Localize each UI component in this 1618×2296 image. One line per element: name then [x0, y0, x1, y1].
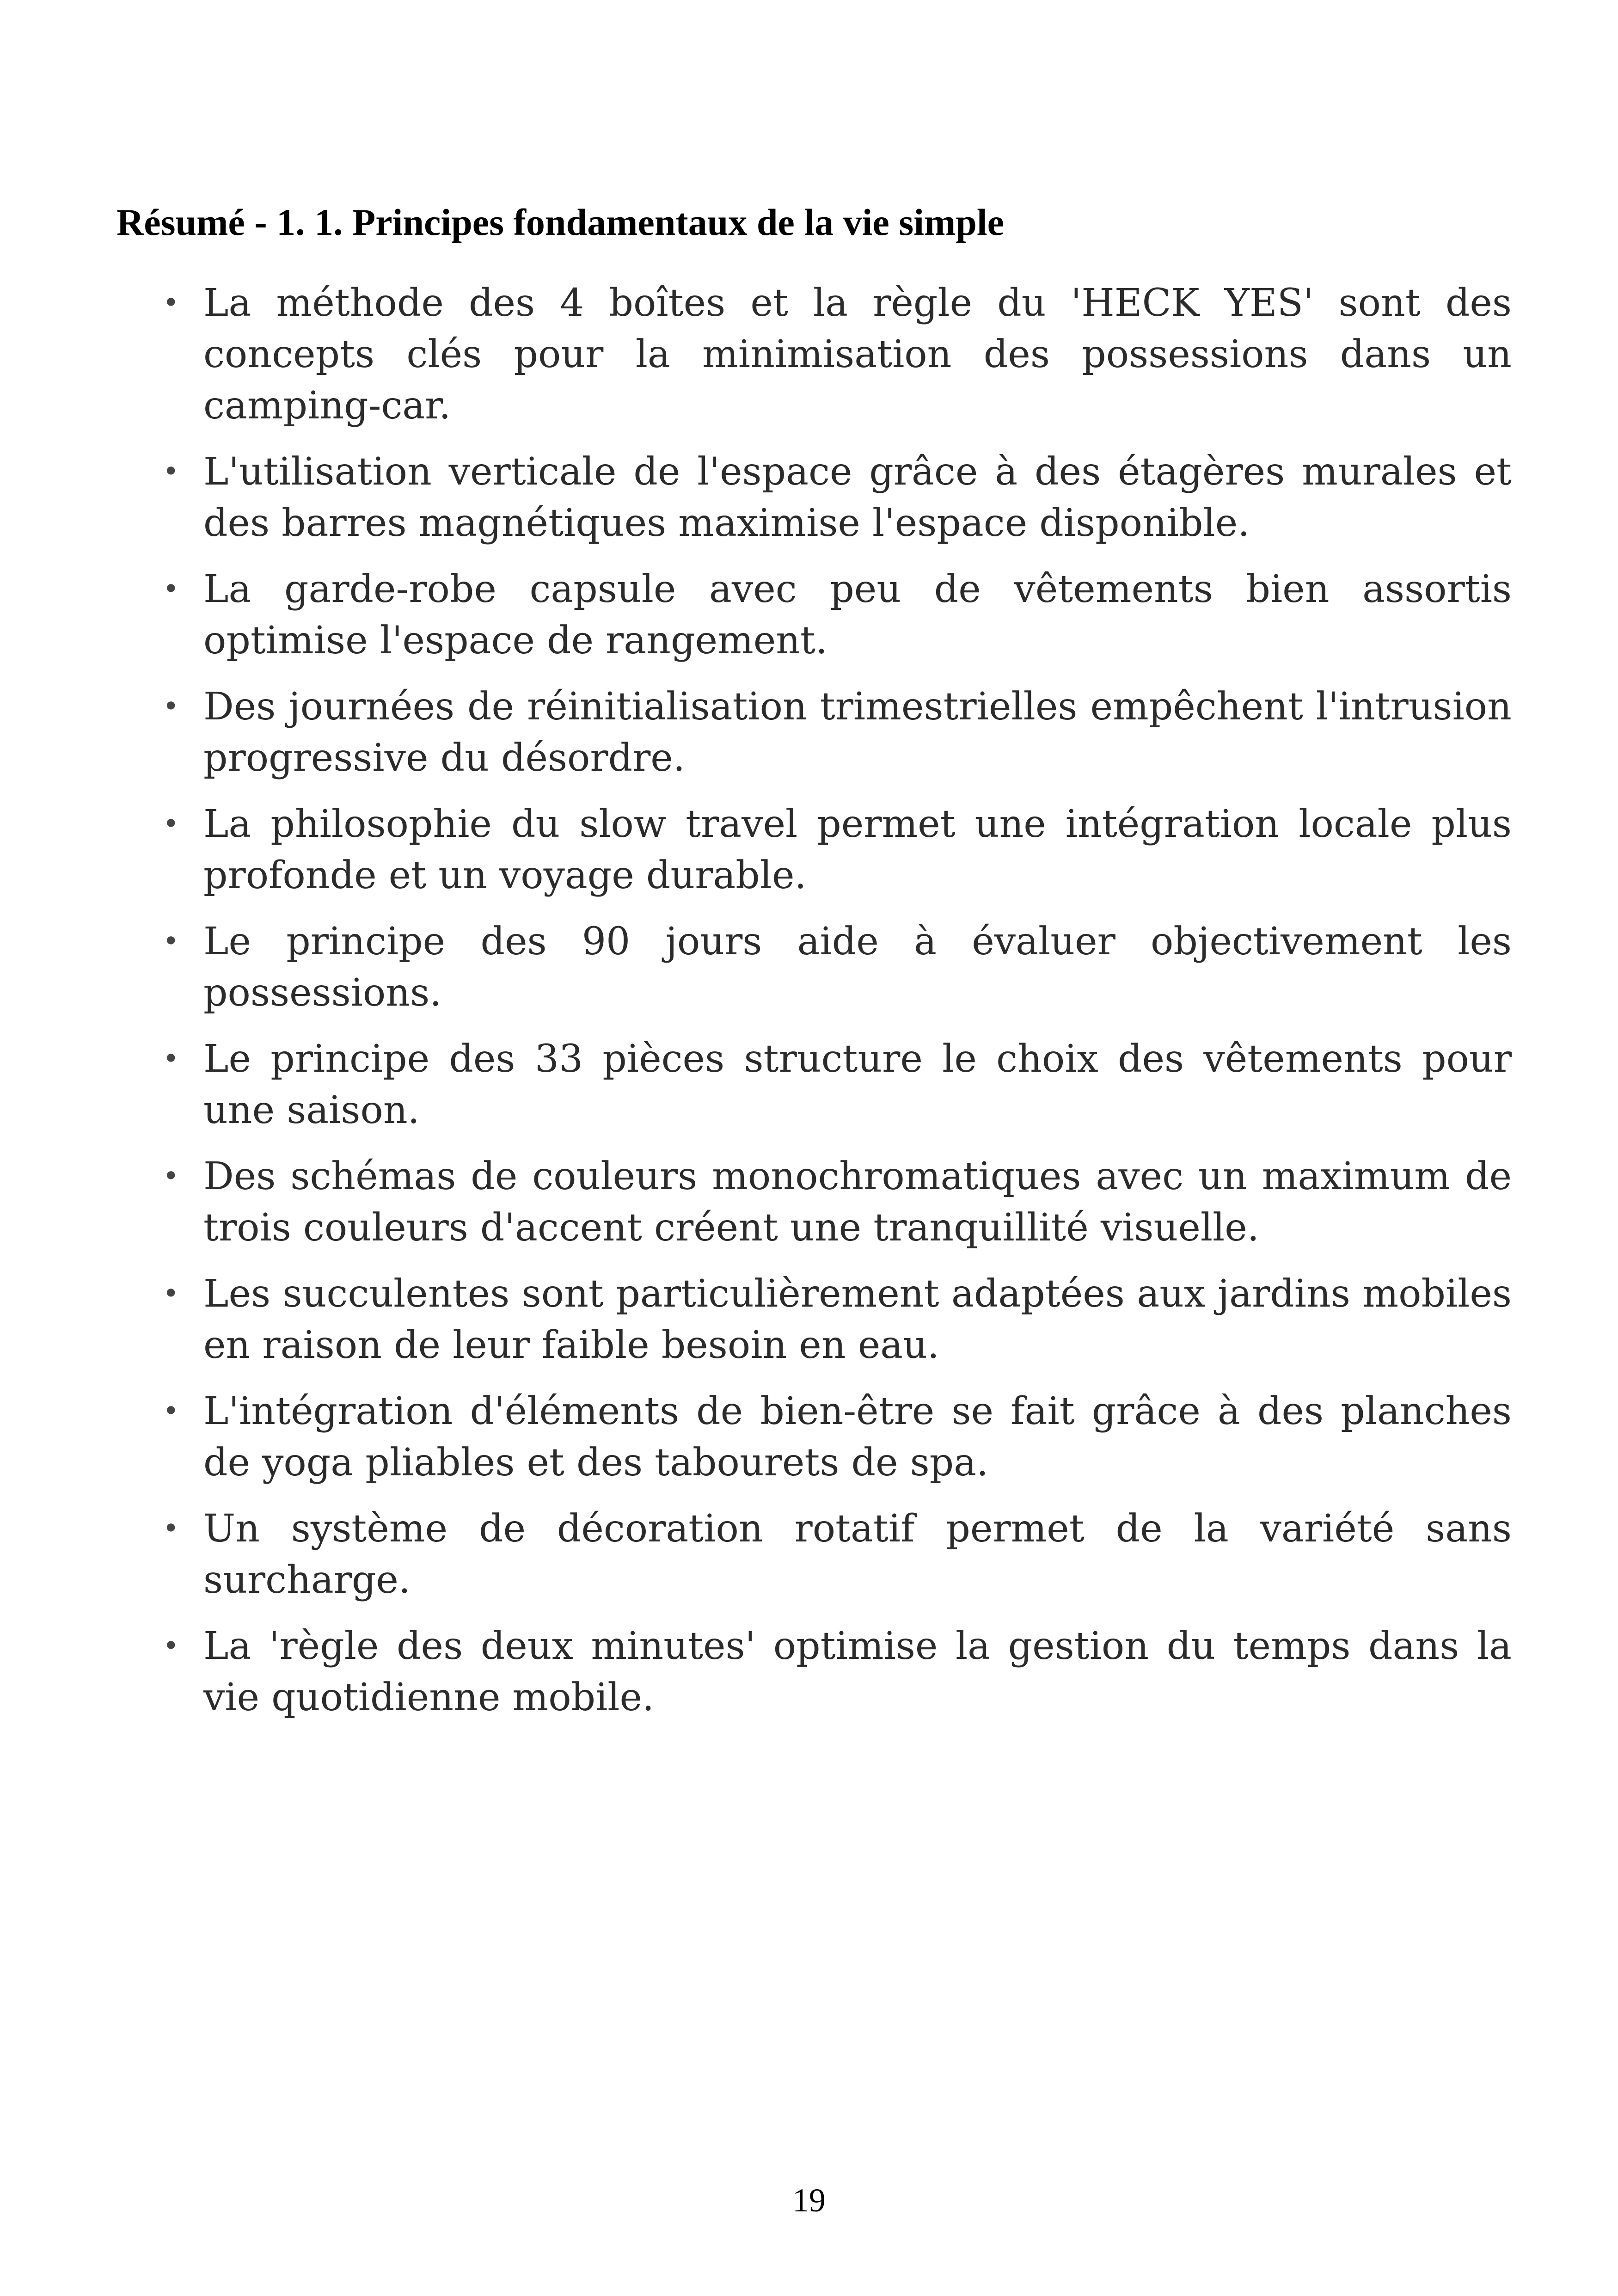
- list-item: [157, 1033, 1512, 1136]
- list-item-text: Le principe des 33 pièces structure le choix des vêtements pour une saison.: [203, 1037, 1512, 1132]
- list-item: [157, 681, 1512, 784]
- bullet-icon: •: [163, 925, 179, 958]
- list-item: [157, 1268, 1512, 1371]
- list-item-text: L'utilisation verticale de l'espace grâce à des étagères murales et des barres magnétiques maximise l'espace disponible.: [203, 450, 1512, 545]
- section-heading: Résumé - 1. 1. Principes fondamentaux de la vie simple: [116, 201, 1005, 243]
- bullet-icon: •: [163, 690, 179, 723]
- list-item-text: Un système de décoration rotatif permet de la variété sans surcharge.: [203, 1507, 1512, 1602]
- page-number: 19: [792, 2182, 826, 2219]
- list-item: [157, 1386, 1512, 1488]
- list-item-text: La garde-robe capsule avec peu de vêtements bien assortis optimise l'espace de rangement.: [203, 567, 1512, 663]
- list-item-text: Les succulentes sont particulièrement adaptées aux jardins mobiles en raison de leur faible besoin en eau.: [203, 1272, 1512, 1367]
- list-item-text: L'intégration d'éléments de bien-être se fait grâce à des planches de yoga pliables et des tabourets de spa.: [203, 1389, 1512, 1485]
- list-item-text: Des journées de réinitialisation trimestrielles empêchent l'intrusion progressive du désordre.: [203, 685, 1512, 780]
- list-item: [157, 446, 1512, 549]
- list-item-text: La 'règle des deux minutes' optimise la gestion du temps dans la vie quotidienne mobile.: [203, 1624, 1512, 1719]
- list-item: [157, 798, 1512, 901]
- summary-list: [157, 277, 1512, 1738]
- list-item: [157, 564, 1512, 666]
- list-item-text: Des schémas de couleurs monochromatiques avec un maximum de trois couleurs d'accent créent une tranquillité visuelle.: [203, 1154, 1512, 1250]
- list-item: [157, 916, 1512, 1019]
- list-item-text: Le principe des 90 jours aide à évaluer objectivement les possessions.: [203, 920, 1512, 1015]
- list-item-text: La méthode des 4 boîtes et la règle du 'HECK YES' sont des concepts clés pour la minimisation des possessions dans un camping-car.: [203, 281, 1512, 428]
- list-item: [157, 1503, 1512, 1606]
- bullet-icon: •: [163, 1395, 179, 1427]
- list-item-text: La philosophie du slow travel permet une intégration locale plus profonde et un voyage durable.: [203, 802, 1512, 897]
- bullet-icon: •: [163, 1630, 179, 1662]
- list-item: [157, 277, 1512, 431]
- bullet-icon: •: [163, 1043, 179, 1075]
- bullet-icon: •: [163, 455, 179, 488]
- bullet-icon: •: [163, 573, 179, 605]
- bullet-icon: •: [163, 1512, 179, 1545]
- bullet-icon: •: [163, 287, 179, 319]
- list-item: [157, 1621, 1512, 1723]
- bullet-icon: •: [163, 1160, 179, 1192]
- bullet-icon: •: [163, 1277, 179, 1310]
- list-item: [157, 1151, 1512, 1253]
- bullet-icon: •: [163, 808, 179, 840]
